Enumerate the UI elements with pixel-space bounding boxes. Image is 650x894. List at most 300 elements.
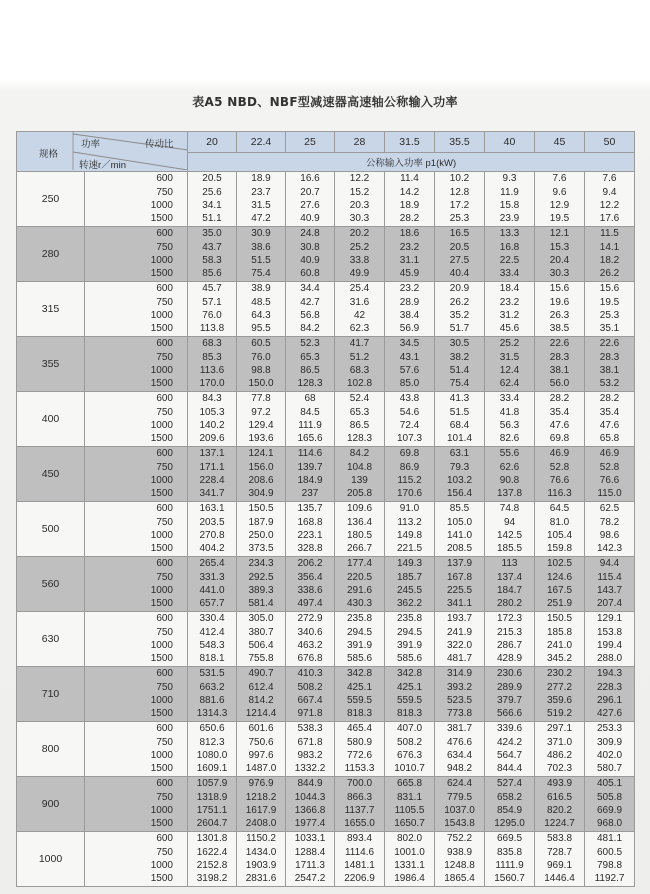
power-value-cell [585, 667, 635, 722]
power-value: 85.5 [449, 503, 470, 515]
power-value: 18.6 [399, 228, 420, 240]
power-value: 40.4 [449, 268, 470, 280]
power-value: 28.3 [599, 351, 620, 363]
power-value-cell [237, 282, 286, 337]
power-value: 26.2 [449, 296, 470, 308]
power-value: 105.3 [199, 406, 225, 418]
power-value: 1318.9 [196, 791, 228, 803]
power-value: 755.8 [248, 653, 274, 665]
power-value: 241.9 [446, 626, 473, 638]
speed-cell [85, 557, 188, 612]
speed-value: 1000 [150, 365, 173, 376]
speed-value: 1500 [150, 598, 173, 610]
power-value: 215.3 [496, 626, 523, 638]
power-value: 84.5 [300, 406, 320, 418]
power-value-cell [585, 337, 635, 392]
power-value: 1650.7 [394, 818, 425, 830]
power-value-cell [286, 557, 335, 612]
power-value: 114.6 [297, 448, 323, 460]
power-value: 331.3 [199, 571, 225, 583]
power-value: 580.9 [346, 736, 373, 748]
header-corner-cell [17, 132, 188, 172]
power-value: 76.0 [251, 351, 271, 363]
power-value: 389.3 [248, 585, 274, 596]
power-value: 25.2 [499, 338, 520, 350]
power-value: 831.1 [396, 791, 423, 803]
power-value: 78.2 [599, 516, 620, 528]
power-value: 15.6 [599, 283, 620, 295]
power-value-cell [435, 612, 485, 667]
power-value: 657.7 [199, 598, 225, 610]
power-value: 3198.2 [196, 873, 228, 885]
power-value-cell [385, 172, 435, 227]
power-value: 19.5 [549, 213, 570, 225]
power-value: 12.2 [599, 200, 620, 211]
power-value: 428.9 [496, 653, 523, 665]
power-value: 16.6 [300, 173, 320, 185]
power-value: 56.9 [399, 323, 420, 335]
speed-value: 600 [156, 228, 173, 240]
power-value: 142.5 [496, 530, 523, 541]
power-value: 153.8 [596, 626, 623, 638]
power-value: 658.2 [496, 791, 523, 803]
power-value: 969.1 [546, 860, 573, 871]
power-value: 57.1 [202, 296, 222, 308]
power-value: 251.9 [546, 598, 573, 610]
ratio-header-cell: 45 [535, 132, 585, 153]
power-value: 292.5 [248, 571, 274, 583]
power-value: 230.6 [496, 668, 523, 680]
power-value: 342.8 [396, 668, 423, 680]
power-value: 74.8 [499, 503, 520, 515]
power-value-cell [435, 557, 485, 612]
power-value: 20.3 [349, 200, 370, 211]
power-value-cell [485, 722, 535, 777]
ratio-header-cell: 40 [485, 132, 535, 153]
power-value: 208.5 [446, 543, 473, 555]
power-value-cell [535, 447, 585, 502]
speed-value: 1000 [150, 530, 173, 541]
power-value: 341.7 [199, 488, 225, 500]
power-value: 35.4 [599, 406, 620, 418]
speed-value: 750 [156, 681, 173, 693]
power-value: 135.7 [297, 503, 323, 515]
power-value: 113.6 [199, 365, 225, 376]
speed-value: 600 [156, 778, 173, 790]
power-value: 172.3 [496, 613, 523, 625]
power-value-cell [286, 667, 335, 722]
power-value: 28.2 [599, 393, 620, 405]
power-value-cell [535, 502, 585, 557]
power-value: 208.6 [248, 475, 274, 486]
power-value: 68.3 [202, 338, 222, 350]
speed-value: 600 [156, 393, 173, 405]
power-value: 84.3 [202, 393, 222, 405]
power-value: 14.2 [399, 186, 420, 198]
power-value: 139.7 [297, 461, 323, 473]
table-row [17, 722, 635, 777]
size-cell: 1000 [17, 832, 85, 887]
power-value: 270.8 [199, 530, 225, 541]
table-title: 表A5 NBD、NBF型减速器高速轴公称输入功率 [192, 95, 458, 109]
power-value-cell [286, 227, 335, 282]
power-value: 85.0 [399, 378, 420, 390]
power-value: 143.7 [596, 585, 623, 596]
power-value-cell [188, 502, 237, 557]
power-value: 12.9 [549, 200, 570, 211]
speed-value: 750 [156, 846, 173, 858]
power-value: 1331.1 [394, 860, 425, 871]
power-value: 391.9 [396, 640, 423, 651]
power-value: 976.9 [248, 778, 274, 790]
power-value: 667.4 [297, 695, 323, 706]
power-value: 1332.2 [294, 763, 326, 775]
power-value: 30.5 [449, 338, 470, 350]
power-value: 820.2 [546, 805, 573, 816]
power-value: 818.3 [396, 708, 423, 720]
power-value-cell [585, 447, 635, 502]
speed-value: 1500 [150, 323, 173, 335]
power-value: 79.3 [449, 461, 470, 473]
power-value: 41.8 [499, 406, 520, 418]
speed-value: 600 [156, 448, 173, 460]
power-value: 156.0 [248, 461, 274, 473]
power-value: 136.4 [346, 516, 373, 528]
power-value: 881.6 [199, 695, 225, 706]
power-value: 81.0 [549, 516, 570, 528]
power-value: 508.2 [297, 681, 323, 693]
power-value: 241.0 [546, 640, 573, 651]
power-value: 101.4 [446, 433, 473, 445]
power-table [16, 131, 635, 887]
power-value: 245.5 [396, 585, 423, 596]
power-value: 893.4 [346, 833, 373, 845]
power-value-cell [485, 612, 535, 667]
power-value: 1487.0 [245, 763, 277, 775]
size-cell: 355 [17, 337, 85, 392]
power-value: 519.2 [546, 708, 573, 720]
power-value: 424.2 [496, 736, 523, 748]
power-value: 1446.4 [544, 873, 575, 885]
power-value-cell [535, 667, 585, 722]
size-cell: 250 [17, 172, 85, 227]
power-value: 113.8 [199, 323, 225, 335]
speed-value: 750 [156, 406, 173, 418]
power-value: 62.3 [349, 323, 370, 335]
power-value: 580.7 [596, 763, 623, 775]
power-value: 1609.1 [196, 763, 228, 775]
power-value: 86.5 [300, 365, 320, 376]
speed-value: 1500 [150, 708, 173, 720]
table-row [17, 832, 635, 887]
power-value: 1218.2 [245, 791, 277, 803]
power-value: 40.9 [300, 255, 320, 266]
power-value: 223.1 [297, 530, 323, 541]
power-value: 18.9 [399, 200, 420, 211]
power-value: 205.8 [346, 488, 373, 500]
power-value: 76.6 [599, 475, 620, 486]
ratio-header-cell: 31.5 [385, 132, 435, 153]
power-value: 65.8 [599, 433, 620, 445]
power-value-cell [385, 282, 435, 337]
power-value: 427.6 [596, 708, 623, 720]
power-value: 30.3 [349, 213, 370, 225]
power-value-cell [335, 337, 385, 392]
power-value: 47.2 [251, 213, 271, 225]
power-value: 968.0 [596, 818, 623, 830]
power-value: 772.6 [346, 750, 373, 761]
size-cell: 500 [17, 502, 85, 557]
power-value: 38.2 [449, 351, 470, 363]
power-value: 1865.4 [444, 873, 475, 885]
speed-value: 750 [156, 351, 173, 363]
power-value: 26.2 [599, 268, 620, 280]
power-value-cell [485, 667, 535, 722]
size-cell: 630 [17, 612, 85, 667]
ratio-header-cell: 50 [585, 132, 635, 153]
power-value: 47.6 [549, 420, 570, 431]
power-value: 34.4 [300, 283, 320, 295]
power-value-cell [237, 447, 286, 502]
power-value: 111.9 [298, 420, 322, 431]
speed-value: 600 [156, 833, 173, 845]
power-value: 818.1 [199, 653, 225, 665]
power-value: 983.2 [297, 750, 323, 761]
power-value: 51.5 [449, 406, 470, 418]
power-value: 601.6 [248, 723, 274, 735]
power-value: 286.7 [496, 640, 523, 651]
power-value: 45.9 [399, 268, 420, 280]
power-value: 69.8 [399, 448, 420, 460]
ratio-header-cell: 25 [286, 132, 335, 153]
speed-value: 1000 [150, 475, 173, 486]
power-value: 844.4 [496, 763, 523, 775]
power-value-cell [485, 557, 535, 612]
power-value: 115.2 [397, 475, 422, 486]
power-value: 1617.9 [245, 805, 277, 816]
power-value: 463.2 [297, 640, 323, 651]
power-value: 266.7 [346, 543, 373, 555]
power-value-cell [485, 777, 535, 832]
size-cell: 315 [17, 282, 85, 337]
power-value: 94.4 [599, 558, 620, 570]
power-value: 20.9 [449, 283, 470, 295]
power-value: 140.2 [199, 420, 225, 431]
power-value: 62.4 [499, 378, 520, 390]
power-value-cell [286, 777, 335, 832]
power-value: 177.4 [346, 558, 373, 570]
power-value: 1295.0 [494, 818, 525, 830]
power-value-cell [188, 612, 237, 667]
power-value: 163.1 [199, 503, 225, 515]
power-value: 34.1 [202, 200, 222, 211]
power-value: 1150.2 [246, 833, 276, 845]
power-value: 356.4 [297, 571, 323, 583]
power-value: 11.4 [400, 173, 419, 185]
power-value: 291.6 [346, 585, 373, 596]
speed-cell [85, 392, 188, 447]
power-value: 53.2 [599, 378, 620, 390]
power-value: 296.1 [596, 695, 623, 706]
power-value: 798.8 [596, 860, 623, 871]
power-value: 94 [503, 516, 516, 528]
power-value-cell [385, 447, 435, 502]
power-value: 12.8 [449, 186, 470, 198]
power-value: 1543.8 [444, 818, 475, 830]
table-row [17, 502, 635, 557]
power-value-cell [237, 612, 286, 667]
power-value: 345.2 [546, 653, 573, 665]
power-value-cell [335, 447, 385, 502]
power-value-cell [237, 777, 286, 832]
power-value: 1434.0 [245, 846, 277, 858]
power-value-cell [286, 172, 335, 227]
power-value-cell [485, 392, 535, 447]
power-value-cell [237, 557, 286, 612]
power-value: 381.7 [446, 723, 473, 735]
power-value: 1001.0 [394, 846, 425, 858]
table-row [17, 667, 635, 722]
power-value: 193.6 [248, 433, 274, 445]
power-value: 65.3 [300, 351, 320, 363]
power-value-cell [237, 227, 286, 282]
power-value: 137.8 [496, 488, 523, 500]
ratio-header-row [17, 132, 635, 153]
power-value: 25.3 [599, 310, 620, 321]
power-value: 30.9 [251, 228, 271, 240]
power-value: 28.9 [399, 296, 420, 308]
power-value: 818.3 [346, 708, 373, 720]
power-value: 184.9 [297, 475, 323, 486]
speed-label: 转速r／min [79, 160, 126, 171]
power-value: 115.4 [597, 571, 622, 583]
power-value: 64.3 [251, 310, 271, 321]
power-value: 46.9 [599, 448, 620, 460]
power-value: 391.9 [346, 640, 373, 651]
power-value: 612.4 [248, 681, 274, 693]
power-value: 33.4 [499, 393, 520, 405]
power-value: 752.2 [446, 833, 473, 845]
power-value: 12.4 [499, 365, 520, 376]
power-value: 228.4 [199, 475, 225, 486]
power-value: 209.6 [199, 433, 225, 445]
power-value-cell [385, 777, 435, 832]
power-value: 57.6 [399, 365, 420, 376]
power-value: 170.6 [396, 488, 423, 500]
power-value: 51.4 [449, 365, 470, 376]
power-value-cell [385, 502, 435, 557]
power-value-cell [435, 447, 485, 502]
power-value-cell [435, 722, 485, 777]
power-value: 341.1 [446, 598, 473, 610]
power-value: 51.5 [251, 255, 271, 266]
power-value: 9.6 [552, 186, 567, 198]
power-value: 31.2 [499, 310, 520, 321]
power-value: 159.8 [546, 543, 573, 555]
power-value-cell [286, 832, 335, 887]
speed-value: 750 [156, 736, 173, 748]
power-value: 23.2 [399, 241, 420, 253]
power-value: 35.4 [549, 406, 570, 418]
power-value: 18.4 [499, 283, 520, 295]
speed-cell [85, 502, 188, 557]
power-label: 功率 [81, 139, 101, 150]
power-value: 481.7 [446, 653, 473, 665]
power-value: 75.4 [251, 268, 271, 280]
speed-value: 1500 [150, 433, 173, 445]
power-value: 52.8 [599, 461, 620, 473]
speed-value: 750 [156, 571, 173, 583]
power-value: 523.5 [446, 695, 473, 706]
power-value: 128.3 [297, 378, 323, 390]
power-value: 1224.7 [544, 818, 575, 830]
power-value-cell [485, 447, 535, 502]
power-value: 650.6 [199, 723, 225, 735]
power-value: 663.2 [199, 681, 225, 693]
speed-value: 1000 [150, 585, 173, 596]
power-value: 62.6 [499, 461, 520, 473]
speed-value: 750 [156, 516, 173, 528]
power-value: 237 [301, 488, 319, 500]
power-value: 95.5 [251, 323, 271, 335]
speed-value: 600 [156, 338, 173, 350]
table-row [17, 447, 635, 502]
power-value: 393.2 [446, 681, 473, 693]
power-value: 68 [304, 393, 316, 405]
power-value-cell [385, 832, 435, 887]
size-cell: 560 [17, 557, 85, 612]
power-value: 18.9 [251, 173, 271, 185]
speed-cell [85, 227, 188, 282]
power-value-cell [286, 282, 335, 337]
power-value: 142.3 [596, 543, 623, 555]
speed-cell [85, 832, 188, 887]
power-value: 1137.7 [344, 805, 375, 816]
power-value-cell [435, 502, 485, 557]
speed-value: 1000 [150, 805, 173, 816]
power-value: 68.3 [349, 365, 370, 376]
power-value: 203.5 [199, 516, 225, 528]
power-value: 15.8 [499, 200, 520, 211]
speed-value: 1000 [150, 200, 173, 211]
power-value: 272.9 [297, 613, 323, 625]
speed-value: 750 [156, 791, 173, 803]
power-value: 25.3 [449, 213, 470, 225]
speed-cell [85, 447, 188, 502]
power-value-cell [286, 392, 335, 447]
power-value: 16.5 [449, 228, 470, 240]
power-value: 149.3 [396, 558, 423, 570]
power-value: 85.3 [202, 351, 222, 363]
power-value-cell [585, 282, 635, 337]
power-value: 1114.6 [344, 846, 375, 858]
power-value: 559.5 [346, 695, 373, 706]
power-value: 359.6 [546, 695, 573, 706]
power-value-cell [286, 722, 335, 777]
power-value: 28.2 [399, 213, 420, 225]
power-value: 1481.1 [344, 860, 375, 871]
power-value: 104.8 [346, 461, 373, 473]
power-value: 1057.9 [196, 778, 228, 790]
power-value: 476.6 [446, 736, 473, 748]
power-value-cell [535, 282, 585, 337]
power-value: 105.4 [546, 530, 573, 541]
power-value: 676.3 [396, 750, 423, 761]
speed-value: 750 [156, 296, 173, 308]
power-value: 410.3 [297, 668, 323, 680]
speed-value: 600 [156, 173, 173, 185]
table-row [17, 337, 635, 392]
